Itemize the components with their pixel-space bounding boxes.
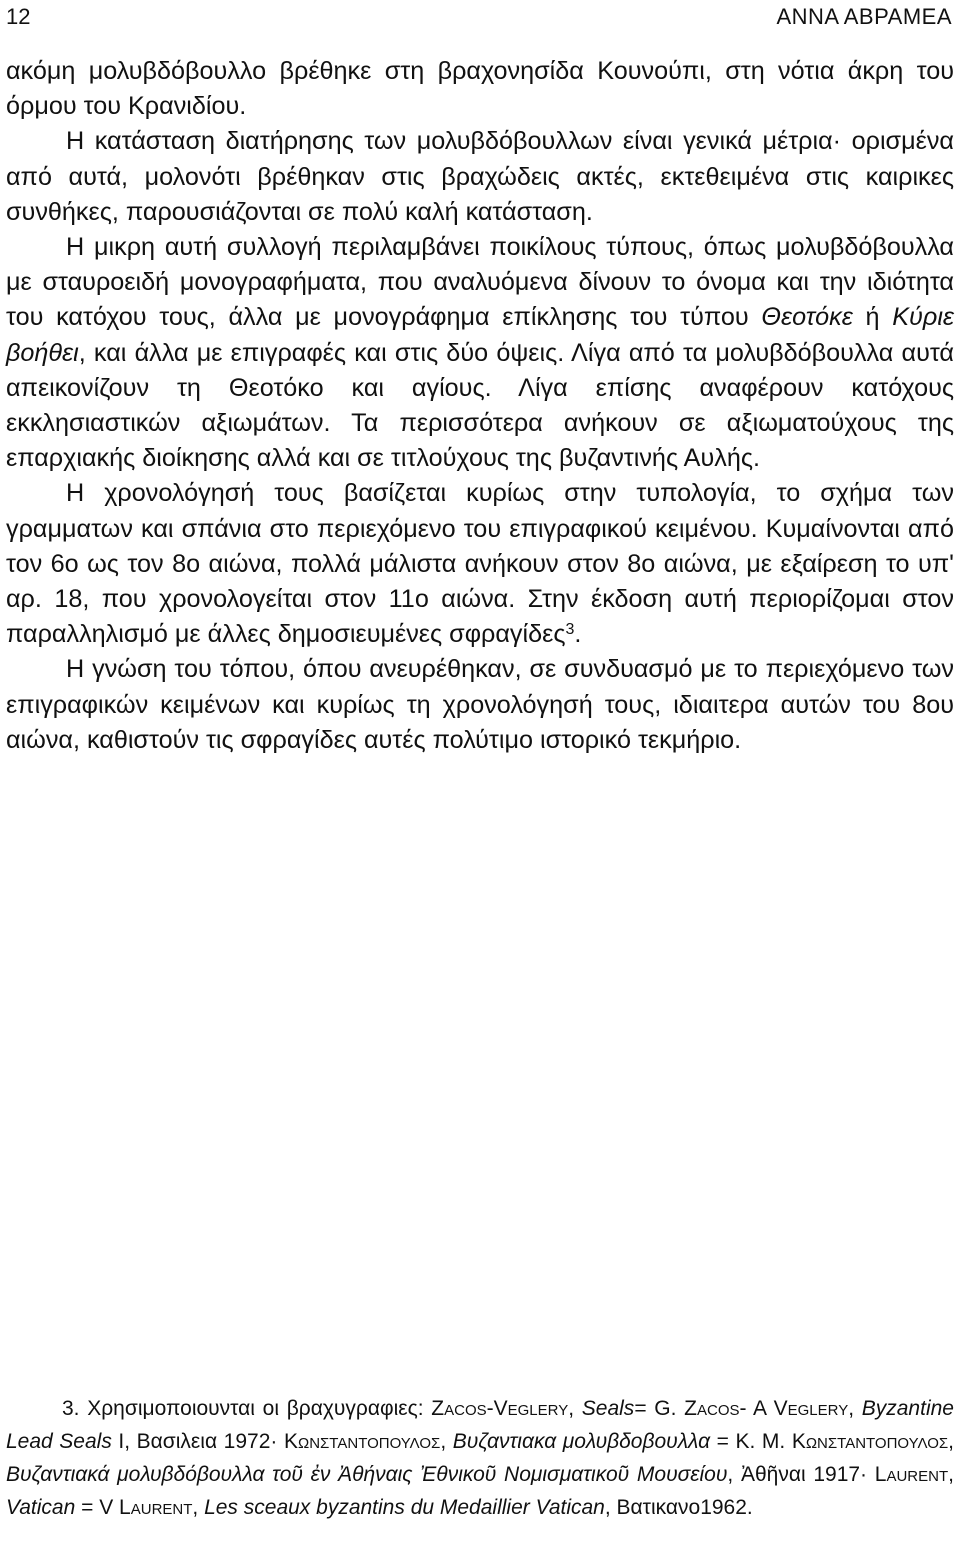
invocation-kyrie: Κύριε βοήθει bbox=[6, 303, 954, 367]
author-zacos-veglery: Zacos-Veglery bbox=[431, 1397, 569, 1420]
footnote-text: = G. bbox=[634, 1397, 685, 1420]
author-konstantopoulos-full: Κωνσταντοπουλος bbox=[791, 1430, 949, 1453]
paragraph-significance: Η γνώση του τόπου, όπου ανευρέθηκαν, σε συνδυασμό με το περιεχόμενο των επιγραφικών κειμένων και κυρίως τη χρονολόγησή τους, ιδιαιτερα αυτών του 8ου αιώνα, καθιστούν τις σφραγίδες αυτές πολύτιμο ιστορικό τεκμήριο. bbox=[6, 655, 954, 754]
abbrev-vatican: Vatican bbox=[6, 1496, 76, 1519]
title-sceaux-byzantins: Les sceaux byzantins du Medaillier Vatican bbox=[204, 1496, 605, 1519]
paragraph-preservation: Η κατάσταση διατήρησης των μολυβδόβουλλων είναι γενικά μέτρια· ορισμένα από αυτά, μολονότι βρέθηκαν στις βραχώδεις ακτές, εκτεθειμένα στις καιρικες συνθήκες, παρουσιάζονται σε πολύ καλή κατάσταση. bbox=[6, 127, 954, 226]
paragraph-dating bbox=[6, 476, 954, 652]
footnote-text: Χρησιμοποιουνται οι βραχυγραφιες: bbox=[79, 1397, 432, 1420]
author-laurent: Laurent bbox=[874, 1463, 949, 1486]
paragraph-continuation: ακόμη μολυβδόβουλλο βρέθηκε στη βραχονησίδα Κουνούπι, στη νότια άκρη του όρμου του Κρανιδίου. bbox=[6, 57, 954, 121]
text-segment: , και άλλα με επιγραφές και στις δύο όψεις. Λίγα από τα μολυβδόβουλλα αυτά απεικονίζουν τη Θεοτόκο και αγίους. Λίγα επίσης αναφέρουν κατόχους εκκλησιαστικών αξιωμάτων. Τα περισσότερα ανήκουν σε αξιωματούχους της επαρχιακής διοίκησης αλλά και σε τιτλούχους της βυζαντινής Αυλής. bbox=[6, 338, 954, 473]
footnote-text: , bbox=[192, 1496, 205, 1519]
author-zacos-veglery-full: Zacos- A Veglery bbox=[684, 1397, 849, 1420]
footnote-text: , bbox=[440, 1430, 453, 1453]
invocation-theotoke: Θεοτόκε bbox=[761, 303, 853, 332]
running-head: ΑΝΝΑ ΑΒΡΑΜΕΑ bbox=[776, 4, 952, 29]
page-number: 12 bbox=[6, 4, 31, 29]
page-header bbox=[0, 4, 960, 34]
footnote-number: 3. bbox=[62, 1397, 80, 1420]
author-konstantopoulos: Κωνσταντοπουλος bbox=[283, 1430, 441, 1453]
footnote-text: , bbox=[948, 1430, 954, 1453]
paragraph-collection bbox=[6, 230, 954, 476]
footnote-text: , Ἀθῆναι 1917· bbox=[727, 1463, 875, 1486]
footnote-text: I, Βασιλεια 1972· bbox=[111, 1430, 284, 1453]
text-segment: Η μικρη αυτή συλλογή περιλαμβάνει ποικίλους τύπους, όπως μολυβδόβουλλα με σταυροειδή μονογραφήματα, που αναλυόμενα δίνουν το όνομα και την ιδιότητα του κατόχου τους, άλλα με μονογράφημα επίκλησης του τύπου bbox=[6, 233, 954, 332]
footnote-text: , bbox=[848, 1397, 862, 1420]
author-laurent-full: Laurent bbox=[119, 1496, 193, 1519]
abbrev-seals: Seals bbox=[581, 1397, 635, 1420]
abbrev-molyvdovoulla: Βυζαντιακα μολυβδοβουλλα bbox=[452, 1430, 711, 1453]
text-segment: . bbox=[574, 620, 582, 649]
text-segment: Η χρονολόγησή τους βασίζεται κυρίως στην τυπολογία, το σχήμα των γραμματων και σπάνια στο περιεχόμενο του επιγραφικού κειμένου. Κυμαίνονται από τον 6ο ως τον 8ο αιώνα, πολλά μάλιστα ανήκουν στον 8ο αιώνα, με εξαίρεση το υπ' αρ. 18, που χρονολογείται στον 11ο αιώνα. Στην έκδοση αυτή περιορίζομαι στον παραλληλισμό με άλλες δημοσιευμένες σφραγίδες bbox=[6, 479, 954, 649]
footnote-text: = V bbox=[75, 1496, 120, 1519]
footnote-text: , Βατικανο1962. bbox=[604, 1496, 753, 1519]
title-molyvdovoulla: Βυζαντιακά μολυβδόβουλλα τοῦ ἐν Ἀθήναις Ἐθνικοῦ Νομισματικοῦ Μουσείου bbox=[6, 1463, 728, 1486]
footnote-reference[interactable]: 3 bbox=[565, 621, 575, 639]
title-byzantine-lead-seals: Byzantine Lead Seals bbox=[6, 1397, 954, 1453]
footnote-text: , bbox=[948, 1463, 954, 1486]
text-segment: ή bbox=[852, 303, 893, 332]
footnotes bbox=[6, 1392, 954, 1524]
body-text bbox=[6, 54, 954, 758]
footnote-text: , bbox=[568, 1397, 582, 1420]
footnote-text: = Κ. Μ. bbox=[710, 1430, 792, 1453]
footnote-3 bbox=[6, 1392, 954, 1524]
